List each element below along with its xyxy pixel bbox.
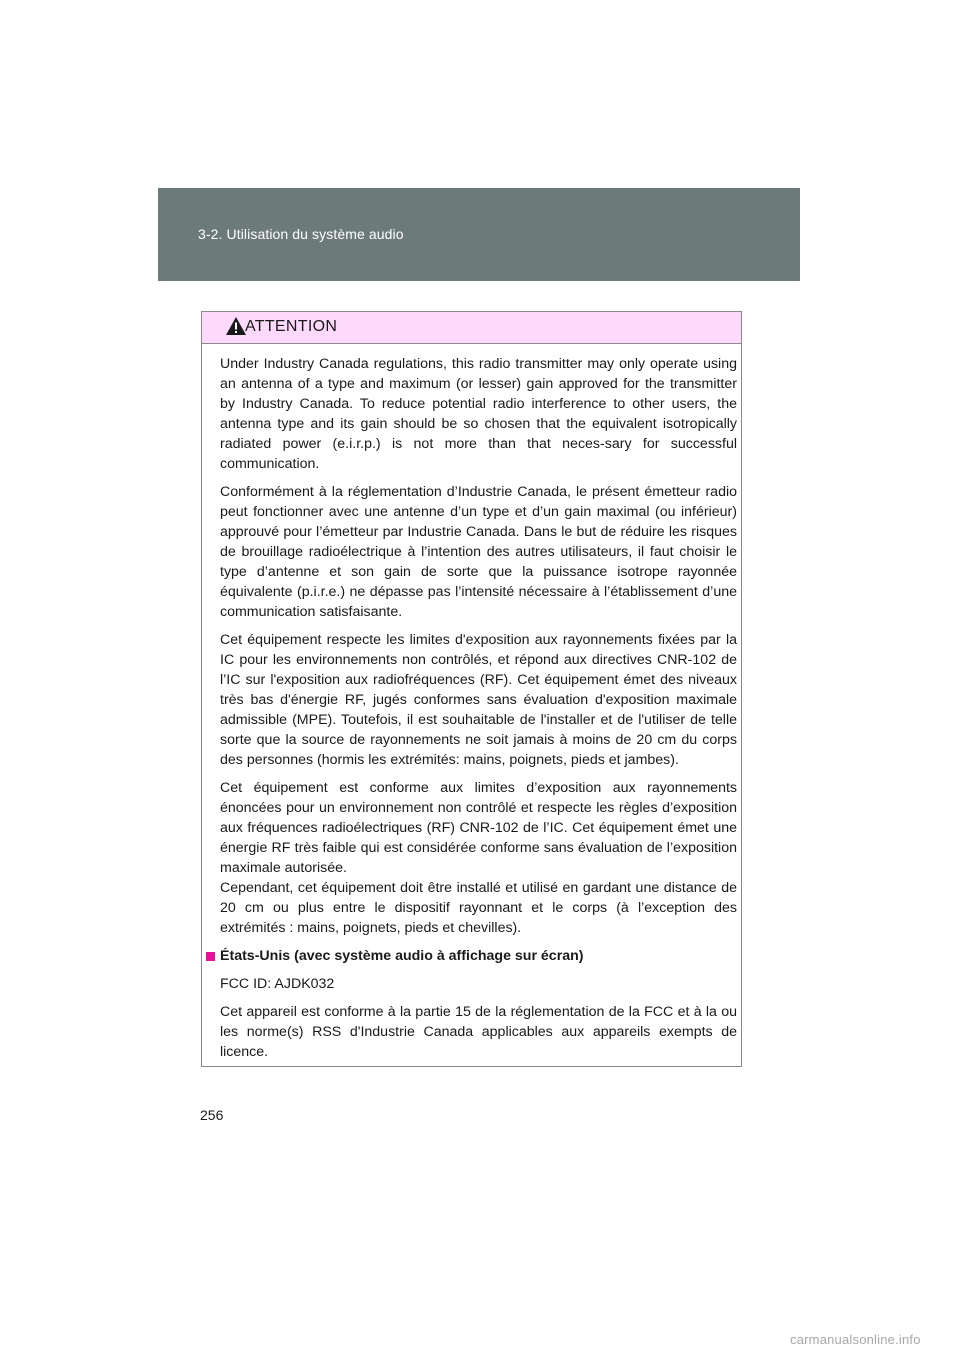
paragraph-industry-canada-fr: Conformément à la réglementation d’Industrie Canada, le présent émetteur radio peut fonctionner avec une antenne d’un type et d’un gain maximal (ou inférieur) approuvé pour l’émetteur par Industrie Canada. Dans le but de réduire les risques de brouillage radioélectrique à l’intention des autres utilisateurs, il faut choisir le type d’antenne et son gain de sorte que la puissance isotrope rayonnée équivalente (p.i.r.e.) ne dépasse pas l’intensité nécessaire à l’établissement d’une communication satisfaisante. — [220, 484, 737, 620]
warning-body — [202, 344, 737, 1062]
paragraph-exposure-limits: Cet équipement est conforme aux limites d’exposition aux rayonnements énoncées pour un environnement non contrôlé et respecte les règles d’exposition aux fréquences radioélectriques (RF) CNR-102 de l’IC. Cet équipement émet une énergie RF très faible qui est considérée conforme sans évaluation de l’exposition maximale autorisée. — [220, 780, 737, 876]
subheading-usa — [206, 946, 724, 966]
paragraph-rf-exposure: Cet équipement respecte les limites d'exposition aux rayonnements fixées par la IC pour les environnements non contrôlés, et répond aux directives CNR-102 de l’IC sur l'exposition aux radiofréquences (RF). Cet équipement émet des niveaux très bas d'énergie RF, jugés conformes sans évaluation d'exposition maximale admissible (MPE). Toutefois, il est souhaitable de l'installer et de l'utiliser de telle sorte que la source de rayonnements ne soit jamais à moins de 20 cm du corps des personnes (hormis les extrémités: mains, poignets, pieds et jambes). — [220, 632, 737, 768]
fcc-id: FCC ID: AJDK032 — [220, 976, 335, 992]
warning-header — [202, 312, 741, 344]
section-title: 3-2. Utilisation du système audio — [198, 226, 404, 242]
subheading-text: États-Unis (avec système audio à affichage sur écran) — [220, 948, 584, 964]
paragraph-fcc-compliance: Cet appareil est conforme à la partie 15 de la réglementation de la FCC et à la ou les norme(s) RSS d'Industrie Canada applicables aux appareils exempts de licence. — [220, 1004, 737, 1060]
section-header-band — [158, 188, 800, 281]
warning-box — [201, 311, 742, 1067]
page-number: 256 — [200, 1107, 224, 1123]
warning-triangle-icon — [225, 316, 247, 336]
watermark: carmanualsonline.info — [790, 1332, 921, 1347]
square-bullet-icon — [206, 952, 215, 961]
warning-title: ATTENTION — [245, 318, 338, 335]
paragraph-industry-canada-en: Under Industry Canada regulations, this radio transmitter may only operate using an antenna of a type and maximum (or lesser) gain approved for the transmitter by Industry Canada. To reduce potential radio interference to other users, the antenna type and its gain should be so chosen that the equivalent isotropically radiated power (e.i.r.p.) is not more than that neces-sary for successful communication. — [220, 356, 737, 472]
paragraph-distance: Cependant, cet équipement doit être installé et utilisé en gardant une distance de 20 cm ou plus entre le dispositif rayonnant et le corps (à l’exception des extrémités : mains, poignets, pieds et chevilles). — [220, 880, 737, 936]
